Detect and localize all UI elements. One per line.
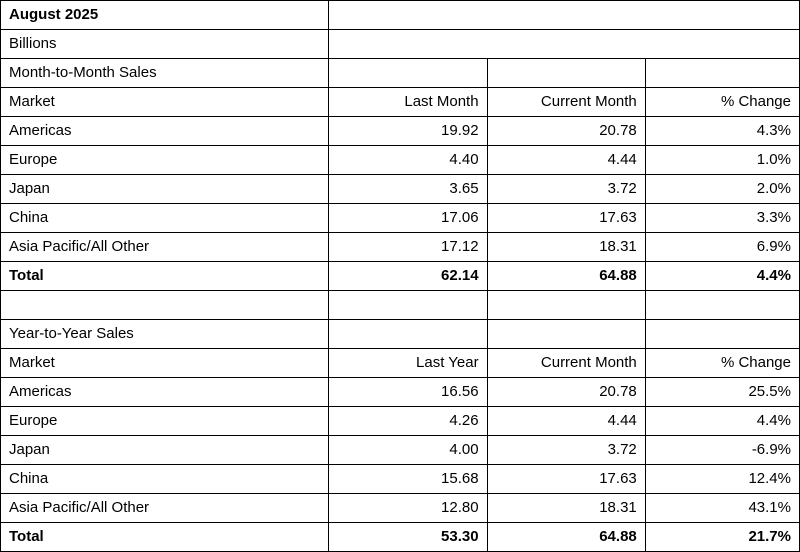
table-row-section2-headers [1,349,800,378]
spacer-cell-1 [1,291,329,320]
prior-value: 12.80 [329,494,487,523]
change-value: 1.0% [645,146,799,175]
current-value: 20.78 [487,117,645,146]
table-row [1,146,800,175]
section2-heading-blank-2 [487,320,645,349]
table-row [1,407,800,436]
change-value: 3.3% [645,204,799,233]
table-row-section2-heading [1,320,800,349]
section2-col-prior: Last Year [329,349,487,378]
table-row-spacer [1,291,800,320]
current-value: 3.72 [487,175,645,204]
section1-heading-blank-3 [645,59,799,88]
table-row [1,465,800,494]
market-name: China [1,465,329,494]
spacer-cell-2 [329,291,487,320]
total-prior: 53.30 [329,523,487,552]
section2-heading-blank-3 [645,320,799,349]
table-row [1,494,800,523]
market-name: Europe [1,407,329,436]
change-value: 25.5% [645,378,799,407]
prior-value: 16.56 [329,378,487,407]
market-name: Asia Pacific/All Other [1,494,329,523]
section2-heading: Year-to-Year Sales [1,320,329,349]
market-name: Asia Pacific/All Other [1,233,329,262]
section1-heading: Month-to-Month Sales [1,59,329,88]
total-label: Total [1,262,329,291]
change-value: 4.3% [645,117,799,146]
current-value: 20.78 [487,378,645,407]
table-row-section1-heading [1,59,800,88]
prior-value: 17.06 [329,204,487,233]
market-name: China [1,204,329,233]
total-current: 64.88 [487,523,645,552]
current-value: 4.44 [487,407,645,436]
table-row [1,175,800,204]
spacer-cell-4 [645,291,799,320]
current-value: 18.31 [487,494,645,523]
table-row-section1-headers [1,88,800,117]
current-value: 17.63 [487,465,645,494]
table-row-section1-total [1,262,800,291]
section1-col-prior: Last Month [329,88,487,117]
section1-col-market: Market [1,88,329,117]
prior-value: 17.12 [329,233,487,262]
table-row [1,204,800,233]
section2-col-change: % Change [645,349,799,378]
change-value: -6.9% [645,436,799,465]
prior-value: 4.00 [329,436,487,465]
current-value: 3.72 [487,436,645,465]
market-name: Americas [1,117,329,146]
report-units: Billions [1,30,329,59]
market-name: Japan [1,436,329,465]
table-row [1,436,800,465]
market-name: Japan [1,175,329,204]
section1-heading-blank-1 [329,59,487,88]
market-name: Americas [1,378,329,407]
market-name: Europe [1,146,329,175]
table-row-title [1,1,800,30]
current-value: 17.63 [487,204,645,233]
change-value: 43.1% [645,494,799,523]
prior-value: 4.26 [329,407,487,436]
table-row-section2-total [1,523,800,552]
prior-value: 4.40 [329,146,487,175]
section1-col-change: % Change [645,88,799,117]
spacer-cell-3 [487,291,645,320]
section1-heading-blank-2 [487,59,645,88]
section2-col-market: Market [1,349,329,378]
total-current: 64.88 [487,262,645,291]
total-prior: 62.14 [329,262,487,291]
section2-heading-blank-1 [329,320,487,349]
table-row [1,378,800,407]
change-value: 6.9% [645,233,799,262]
total-label: Total [1,523,329,552]
prior-value: 19.92 [329,117,487,146]
title-row-blank [329,1,800,30]
current-value: 4.44 [487,146,645,175]
change-value: 2.0% [645,175,799,204]
section1-col-current: Current Month [487,88,645,117]
table-row-units [1,30,800,59]
prior-value: 15.68 [329,465,487,494]
total-change: 4.4% [645,262,799,291]
change-value: 4.4% [645,407,799,436]
table-row [1,233,800,262]
table-row [1,117,800,146]
prior-value: 3.65 [329,175,487,204]
change-value: 12.4% [645,465,799,494]
report-title: August 2025 [1,1,329,30]
current-value: 18.31 [487,233,645,262]
total-change: 21.7% [645,523,799,552]
section2-col-current: Current Month [487,349,645,378]
units-row-blank [329,30,800,59]
